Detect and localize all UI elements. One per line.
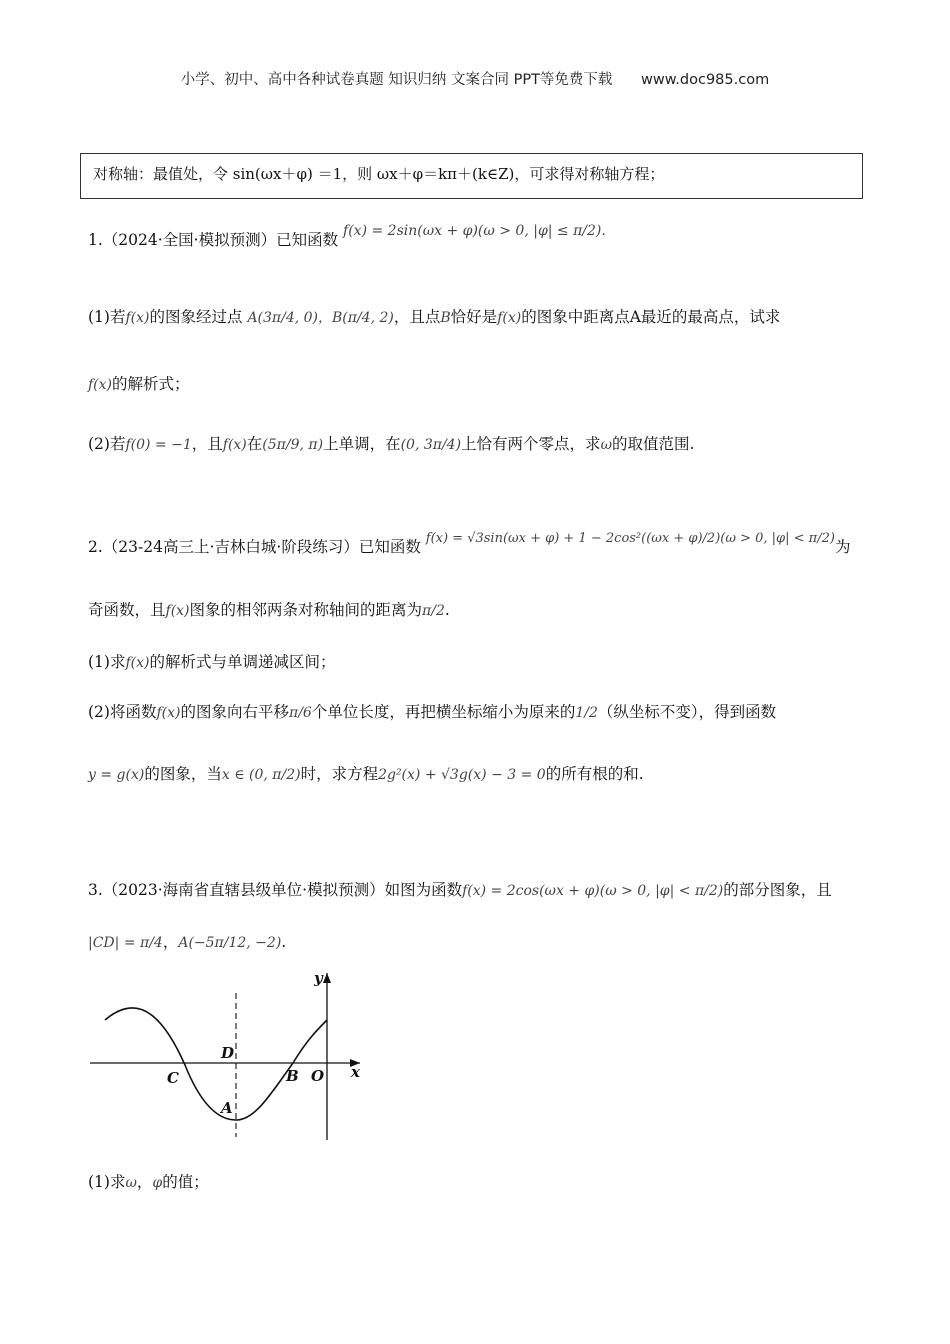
- q2-intro-text: 2.（23-24高三上·吉林白城·阶段练习）已知函数: [88, 538, 421, 556]
- q1-omega: ω: [600, 437, 612, 453]
- q1-p2-text4: 上恰有两个零点，求: [461, 435, 601, 453]
- cosine-curve: [105, 1008, 327, 1120]
- q1-p1-label: (1)若: [88, 308, 126, 326]
- q2-scale: 1/2: [575, 705, 598, 721]
- q2-formula: f(x) = √3sin(ωx + φ) + 1 − 2cos²((ωx + φ)/2)(ω > 0, |φ| < π/2): [425, 531, 835, 546]
- q1-intro: [88, 223, 606, 250]
- q2-l4-text: 的图象，当: [144, 765, 222, 783]
- q1-interval2: (0, 3π/4): [400, 437, 462, 453]
- q1-p1-text: 的图象经过点: [149, 308, 243, 326]
- q3-intro-text: 3.（2023·海南省直辖县级单位·模拟预测）如图为函数: [88, 881, 463, 899]
- q1-interval1: (5π/9, π): [262, 437, 324, 453]
- q1-part2: [88, 432, 694, 454]
- q1-fx2: f(x): [497, 310, 522, 326]
- q1-p2-label: (2)若: [88, 435, 126, 453]
- q1-p1-text3: 恰好是: [450, 308, 498, 326]
- q2-gx: y = g(x): [88, 767, 145, 783]
- q2-p2-text3: （纵坐标不变），得到函数: [597, 703, 777, 721]
- q1-part1: [88, 305, 780, 327]
- q2-part2-cont: [88, 762, 644, 784]
- q1-formula: f(x) = 2sin(ωx + φ)(ω > 0, |φ| ≤ π/2).: [343, 223, 606, 239]
- q3-period: .: [281, 933, 287, 951]
- q3-cd: |CD| = π/4: [88, 935, 163, 951]
- label-o: O: [311, 1067, 325, 1085]
- note-text: 对称轴：最值处，令 sin(ωx＋φ) ＝1，则 ωx＋φ＝kπ＋(k∈Z)，可求得对称轴方程；: [93, 165, 665, 183]
- q2-l4-text3: 的所有根的和.: [545, 765, 644, 783]
- q1-points: A(3π/4, 0)，B(π/4, 2): [247, 310, 394, 326]
- q2-fx3: f(x): [156, 705, 181, 721]
- label-c: C: [167, 1069, 179, 1087]
- q2-fx2: f(x): [125, 655, 150, 671]
- q3-p1-label: (1)求: [88, 1173, 126, 1191]
- header-url[interactable]: www.doc985.com: [641, 72, 770, 88]
- q2-p1-text: 的解析式与单调递减区间；: [149, 653, 336, 671]
- q3-point-a: A(−5π/12, −2): [178, 935, 282, 951]
- q1-p1-text5: 的解析式；: [112, 375, 190, 393]
- q1-p2-text3: 上单调，在: [323, 435, 401, 453]
- y-label: y: [314, 969, 323, 987]
- q1-fx4: f(x): [222, 437, 247, 453]
- q2-l4-text2: 时，求方程: [300, 765, 379, 783]
- q2-l2-text2: 图象的相邻两条对称轴间的距离为: [189, 601, 423, 619]
- symmetry-axis-note: [80, 153, 863, 199]
- label-d: D: [221, 1044, 235, 1062]
- q1-intro-text: 1.（2024·全国·模拟预测）已知函数: [88, 231, 339, 249]
- label-b: B: [286, 1067, 299, 1085]
- q1-f0: f(0) = −1: [125, 437, 192, 453]
- q3-line2: [88, 930, 286, 952]
- q1-part1-cont: [88, 372, 190, 394]
- q2-line2: [88, 598, 450, 620]
- q2-distance: π/2: [422, 603, 445, 619]
- q1-fx: f(x): [125, 310, 150, 326]
- q1-p1-text2: ，且点: [393, 308, 441, 326]
- q2-part1: [88, 650, 336, 672]
- label-a: A: [221, 1099, 233, 1117]
- cosine-graph: [85, 965, 375, 1145]
- q2-part2: [88, 700, 776, 722]
- q3-part1: [88, 1170, 209, 1192]
- q2-l2-period: .: [444, 601, 450, 619]
- q3-phi: φ: [152, 1175, 163, 1191]
- q2-intro-text2: 为: [834, 538, 851, 556]
- q3-p1-text: 的值；: [162, 1173, 209, 1191]
- q2-equation: 2g²(x) + √3g(x) − 3 = 0: [378, 767, 546, 783]
- q3-intro: [88, 878, 832, 900]
- q2-p2-label: (2)将函数: [88, 703, 157, 721]
- q2-p2-text2: 个单位长度，再把横坐标缩小为原来的: [311, 703, 576, 721]
- q2-p1-label: (1)求: [88, 653, 126, 671]
- header-text: 小学、初中、高中各种试卷真题 知识归纳 文案合同 PPT等免费下载: [180, 72, 613, 88]
- q3-sep: ，: [162, 933, 179, 951]
- q3-formula: f(x) = 2cos(ωx + φ)(ω > 0, |φ| < π/2): [462, 883, 724, 899]
- q2-domain: x ∈ (0, π/2): [221, 767, 301, 783]
- q3-intro-text2: 的部分图象，且: [723, 881, 832, 899]
- q1-fx3: f(x): [88, 377, 113, 393]
- q2-intro: [88, 531, 851, 557]
- q3-sep2: ，: [136, 1173, 153, 1191]
- q2-p2-text: 的图象向右平移: [180, 703, 289, 721]
- q1-p2-text: ，且: [191, 435, 223, 453]
- q3-omega: ω: [125, 1175, 137, 1191]
- x-label: x: [351, 1063, 360, 1081]
- q1-p2-text2: 在: [246, 435, 263, 453]
- page-header: [0, 68, 950, 89]
- q2-l2-text: 奇函数，且: [88, 601, 166, 619]
- q2-shift: π/6: [289, 705, 312, 721]
- y-axis-arrow: [323, 973, 331, 983]
- q2-fx: f(x): [165, 603, 190, 619]
- q1-p1-text4: 的图象中距离点A最近的最高点，试求: [521, 308, 781, 326]
- q1-p2-text5: 的取值范围.: [611, 435, 695, 453]
- q1-point-b: B: [440, 310, 451, 326]
